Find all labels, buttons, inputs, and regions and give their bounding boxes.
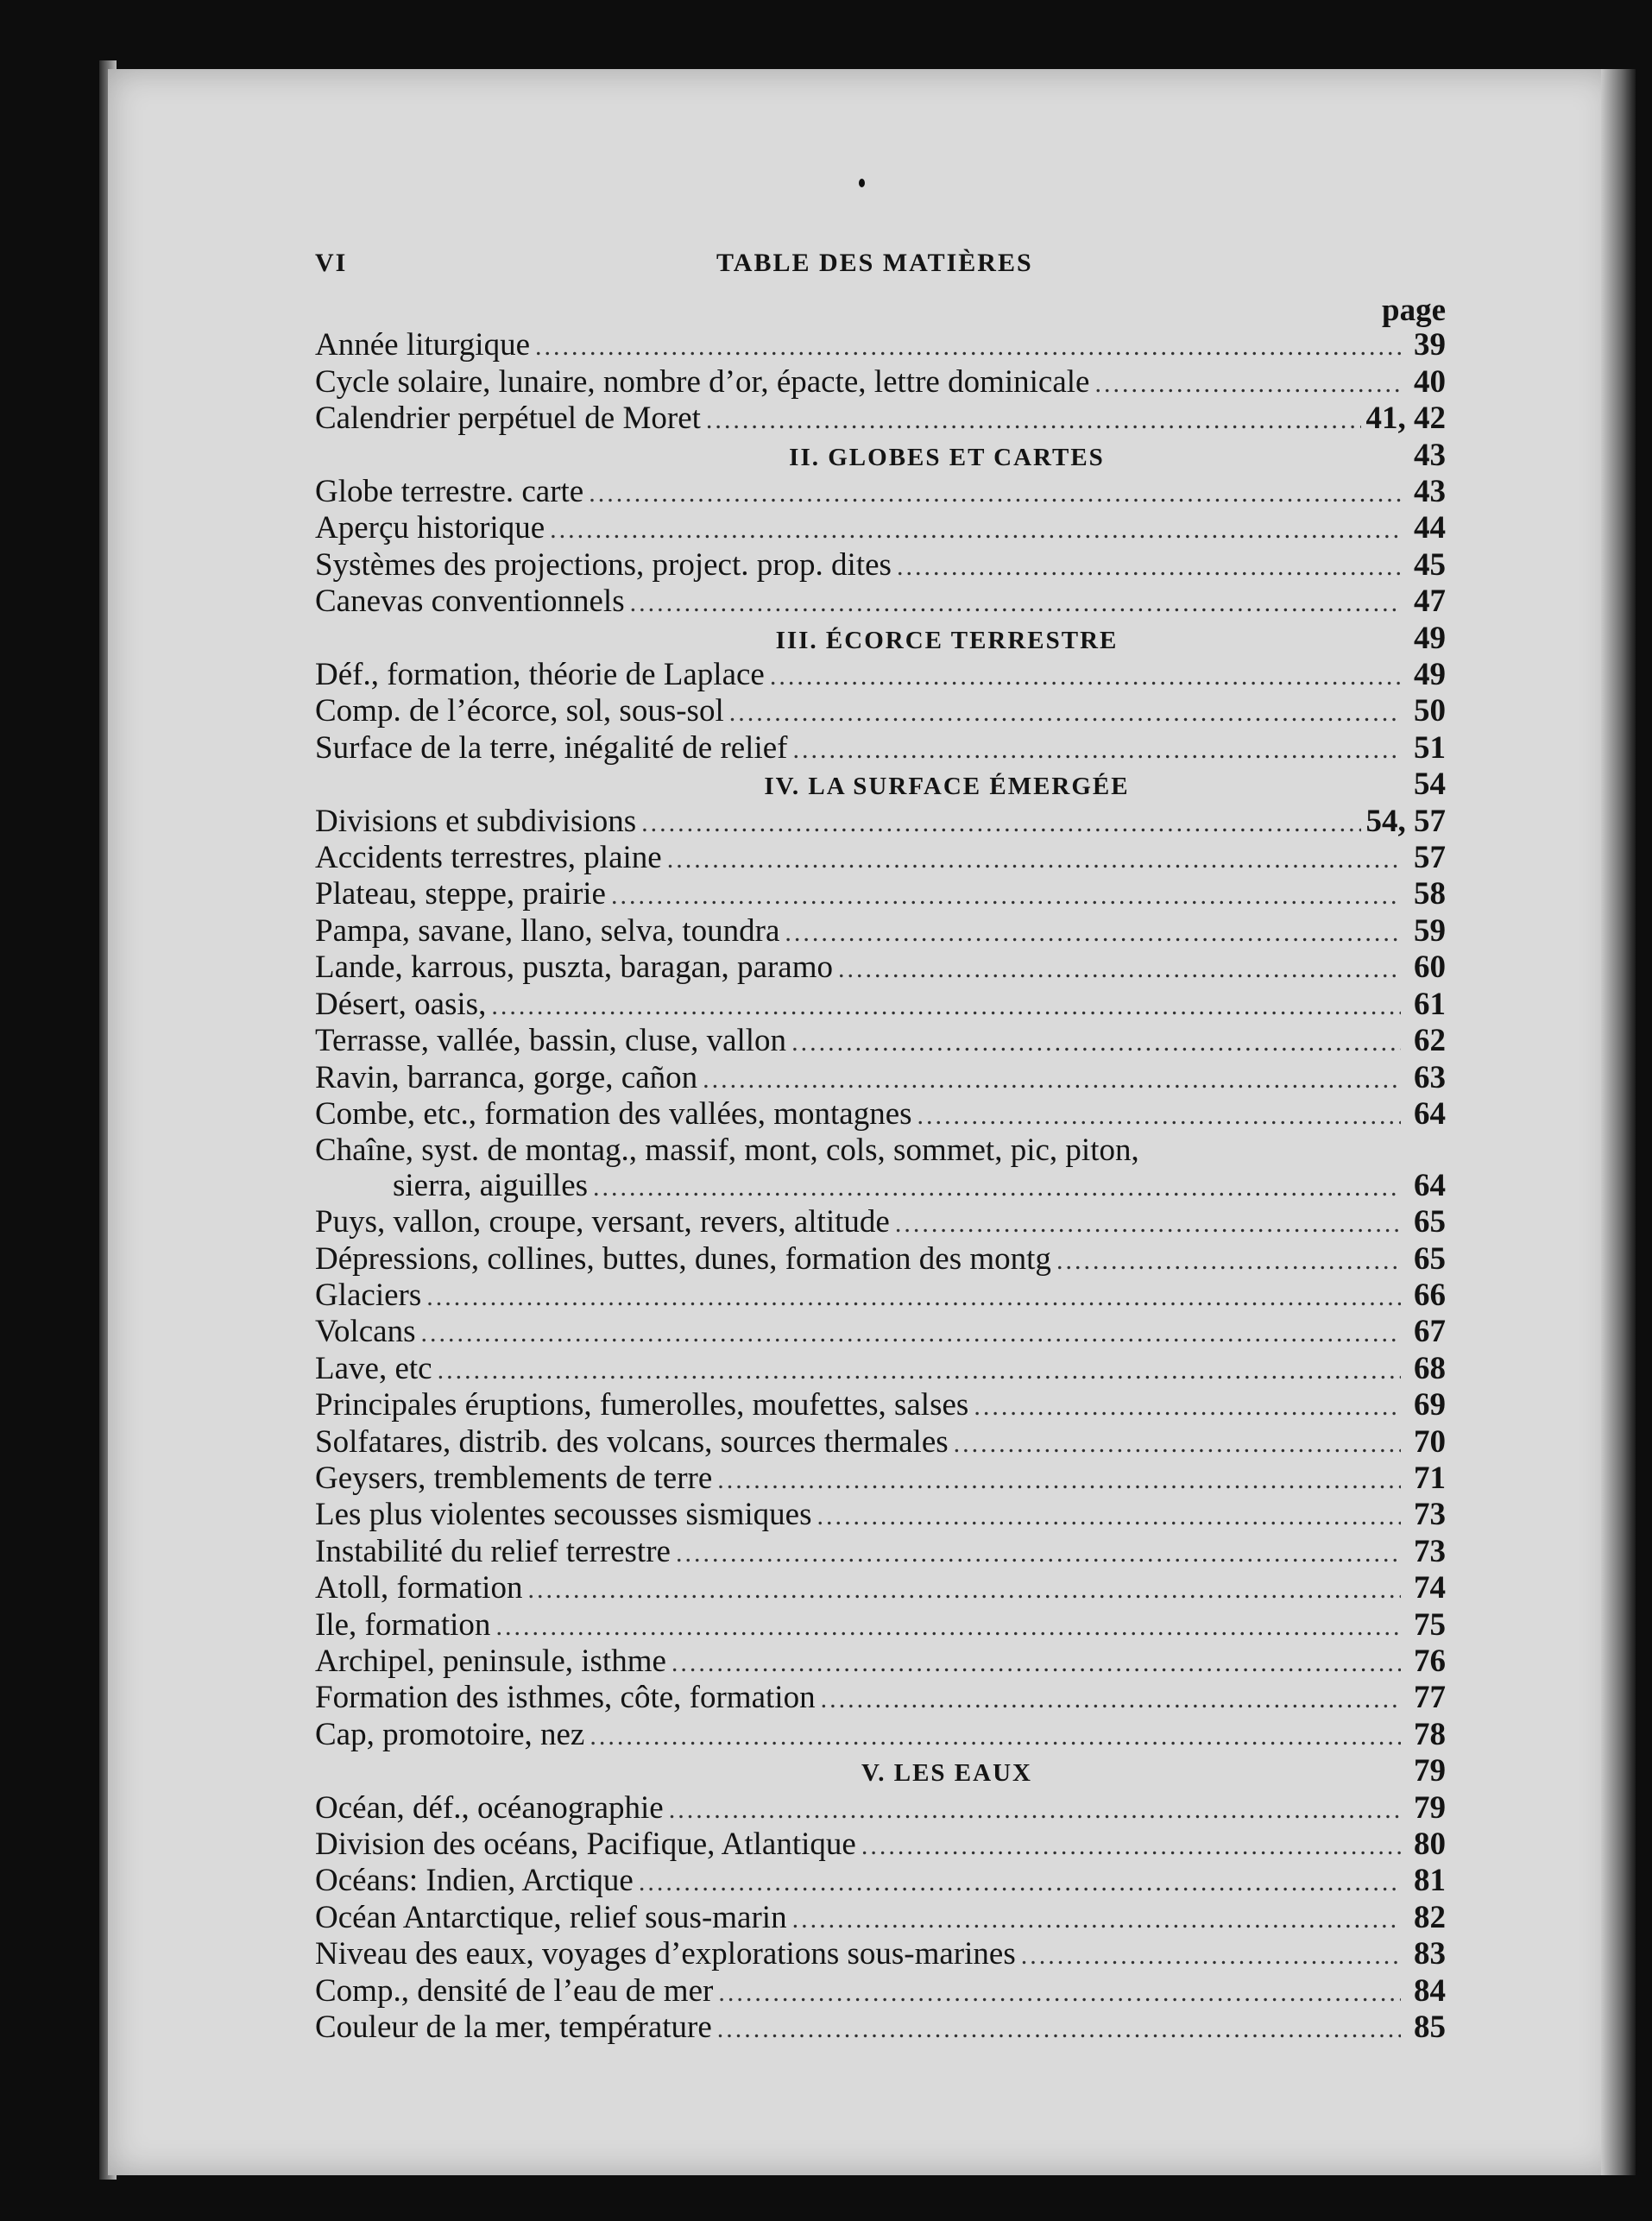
entry-page-number: 62 — [1414, 1023, 1446, 1059]
toc-rows — [315, 328, 1446, 2047]
entry-page-number: 57 — [1414, 840, 1446, 876]
toc-entry — [315, 1205, 1446, 1241]
dot-leader — [770, 659, 1401, 694]
toc-entry — [315, 1827, 1446, 1864]
entry-page-number: 66 — [1414, 1277, 1446, 1313]
entry-label: Ile, formation — [315, 1606, 491, 1643]
entry-page-number: 58 — [1414, 876, 1446, 912]
dot-leader — [821, 1682, 1401, 1717]
entry-label: Surface de la terre, inégalité de relief — [315, 729, 788, 766]
entry-page-number: 79 — [1414, 1789, 1446, 1826]
section-page-number: 54 — [1414, 767, 1446, 803]
section-title: III. ÉCORCE TERRESTRE — [775, 626, 1119, 654]
entry-page-number: 83 — [1414, 1936, 1446, 1972]
entry-label: Lande, karrous, puszta, baragan, paramo — [315, 950, 833, 986]
toc-entry — [315, 804, 1446, 841]
dot-leader — [495, 1610, 1401, 1644]
page-right-edge — [1601, 69, 1636, 2175]
dot-leader — [917, 1099, 1401, 1133]
toc-entry — [315, 1608, 1446, 1644]
dot-leader — [974, 1390, 1401, 1424]
entry-label: Océan, déf., océanographie — [315, 1789, 664, 1826]
entry-label: Déf., formation, théorie de Laplace — [315, 657, 765, 693]
dot-leader — [703, 1063, 1401, 1097]
dot-leader — [838, 952, 1401, 987]
entry-label: Combe, etc., formation des vallées, montagnes — [315, 1095, 912, 1132]
dot-leader — [667, 842, 1401, 877]
entry-page-number: 64 — [1414, 1095, 1446, 1132]
entry-page-number: 75 — [1414, 1606, 1446, 1643]
entry-label: Accidents terrestres, plaine — [315, 840, 662, 876]
entry-label: Solfatares, distrib. des volcans, sources thermales — [315, 1423, 949, 1460]
table-of-contents — [315, 293, 1446, 2047]
entry-label: Pampa, savane, llano, selva, toundra — [315, 912, 780, 949]
toc-entry — [315, 328, 1446, 364]
entry-label: Aperçu historique — [315, 510, 545, 546]
entry-label: Chaîne, syst. de montag., massif, mont, cols, sommet, pic, piton, — [315, 1133, 1139, 1169]
section-title: V. LES EAUX — [861, 1759, 1032, 1788]
entry-page-number: 85 — [1414, 2010, 1446, 2046]
entry-label: Ravin, barranca, gorge, cañon — [315, 1059, 698, 1095]
running-title: TABLE DES MATIÈRES — [716, 249, 1033, 277]
toc-entry — [315, 548, 1446, 584]
toc-entry — [315, 841, 1446, 877]
toc-entry — [315, 658, 1446, 694]
entry-label: Océan Antarctique, relief sous-marin — [315, 1899, 787, 1935]
toc-entry — [315, 2010, 1446, 2047]
toc-entry — [315, 1644, 1446, 1681]
toc-section-heading — [315, 622, 1446, 658]
dot-leader — [589, 476, 1401, 511]
entry-label: Les plus violentes secousses sismiques — [315, 1497, 812, 1533]
toc-entry — [315, 511, 1446, 547]
dot-leader — [550, 513, 1401, 547]
toc-section-heading — [315, 1754, 1446, 1790]
toc-entry — [315, 877, 1446, 913]
entry-label: Glaciers — [315, 1277, 422, 1313]
entry-page-number: 51 — [1414, 729, 1446, 766]
entry-label: Atoll, formation — [315, 1570, 523, 1606]
toc-entry — [315, 914, 1446, 950]
entry-label: Divisions et subdivisions — [315, 803, 637, 839]
entry-page-number: 84 — [1414, 1972, 1446, 2009]
entry-page-number: 80 — [1414, 1827, 1446, 1863]
entry-label: Dépressions, collines, buttes, dunes, formation des montg — [315, 1240, 1051, 1277]
dot-leader — [706, 403, 1361, 438]
entry-label: Archipel, peninsule, isthme — [315, 1644, 666, 1680]
running-header — [315, 249, 1428, 283]
entry-page-number: 65 — [1414, 1204, 1446, 1240]
dot-leader — [438, 1353, 1401, 1388]
dot-leader — [1056, 1244, 1401, 1278]
dot-leader — [590, 1719, 1401, 1754]
entry-page-number: 54, 57 — [1365, 803, 1446, 839]
dot-leader — [669, 1793, 1401, 1827]
dot-leader — [535, 330, 1401, 364]
entry-label: Volcans — [315, 1314, 416, 1350]
entry-page-number: 59 — [1414, 912, 1446, 949]
entry-page-number: 74 — [1414, 1570, 1446, 1606]
entry-page-number: 43 — [1414, 474, 1446, 510]
entry-page-number: 41, 42 — [1365, 401, 1446, 437]
entry-page-number: 78 — [1414, 1716, 1446, 1752]
entry-label: Lave, etc — [315, 1350, 432, 1386]
toc-entry — [315, 1242, 1446, 1278]
entry-page-number: 82 — [1414, 1899, 1446, 1935]
dot-leader — [641, 806, 1360, 841]
dot-leader — [817, 1499, 1401, 1534]
toc-entry — [315, 1937, 1446, 1973]
entry-label: Puys, vallon, croupe, versant, revers, altitude — [315, 1204, 890, 1240]
toc-entry — [315, 1974, 1446, 2010]
section-title: II. GLOBES ET CARTES — [789, 443, 1105, 471]
entry-label: Année liturgique — [315, 327, 531, 363]
entry-page-number: 64 — [1414, 1167, 1446, 1203]
toc-entry — [315, 1681, 1446, 1717]
toc-entry — [315, 1097, 1446, 1133]
toc-entry — [315, 1864, 1446, 1900]
entry-page-number: 63 — [1414, 1059, 1446, 1095]
toc-entry — [315, 731, 1446, 767]
entry-label: Division des océans, Pacifique, Atlantique — [315, 1827, 856, 1863]
dot-leader — [717, 1463, 1401, 1498]
dot-leader — [792, 733, 1401, 767]
dot-leader — [527, 1573, 1401, 1607]
entry-page-number: 81 — [1414, 1863, 1446, 1899]
toc-entry — [315, 1061, 1446, 1097]
toc-section-heading — [315, 767, 1446, 804]
dot-leader — [420, 1316, 1401, 1351]
dot-leader — [630, 586, 1401, 621]
dot-leader — [672, 1646, 1401, 1681]
section-title: IV. LA SURFACE ÉMERGÉE — [764, 773, 1130, 801]
entry-page-number: 70 — [1414, 1423, 1446, 1460]
toc-entry — [315, 1791, 1446, 1827]
entry-page-number: 61 — [1414, 986, 1446, 1022]
entry-label: sierra, aiguilles — [393, 1167, 589, 1203]
toc-entry — [315, 987, 1446, 1024]
entry-label: Cap, promotoire, nez — [315, 1716, 585, 1752]
section-page-number: 43 — [1414, 437, 1446, 473]
dot-leader — [954, 1427, 1401, 1461]
toc-entry — [315, 1535, 1446, 1571]
entry-page-number: 50 — [1414, 693, 1446, 729]
entry-page-number: 73 — [1414, 1497, 1446, 1533]
entry-label: Canevas conventionnels — [315, 584, 625, 620]
page-folio: VI — [315, 249, 348, 277]
toc-entry — [315, 1498, 1446, 1534]
entry-label: Principales éruptions, fumerolles, moufettes, salses — [315, 1387, 969, 1423]
toc-entry — [315, 694, 1446, 730]
entry-page-number: 76 — [1414, 1644, 1446, 1680]
entry-page-number: 71 — [1414, 1460, 1446, 1496]
entry-label: Calendrier perpétuel de Moret — [315, 401, 701, 437]
entry-label: Systèmes des projections, project. prop. dites — [315, 546, 892, 583]
entry-label: Cycle solaire, lunaire, nombre d’or, épacte, lettre dominicale — [315, 363, 1090, 400]
dot-leader — [897, 550, 1401, 584]
entry-label: Désert, oasis, — [315, 986, 487, 1022]
toc-entry — [315, 1169, 1446, 1205]
toc-section-heading — [315, 439, 1446, 475]
entry-page-number: 39 — [1414, 327, 1446, 363]
section-page-number: 49 — [1414, 620, 1446, 656]
toc-entry — [315, 1901, 1446, 1937]
toc-entry — [315, 1024, 1446, 1060]
entry-page-number: 49 — [1414, 657, 1446, 693]
section-page-number: 79 — [1414, 1753, 1446, 1789]
dot-leader — [895, 1207, 1401, 1241]
ink-speck — [859, 179, 865, 187]
dot-leader — [861, 1829, 1401, 1864]
entry-page-number: 69 — [1414, 1387, 1446, 1423]
entry-page-number: 45 — [1414, 546, 1446, 583]
entry-label: Océans: Indien, Arctique — [315, 1863, 634, 1899]
dot-leader — [491, 989, 1401, 1024]
dot-leader — [639, 1865, 1401, 1900]
toc-entry — [315, 1315, 1446, 1351]
entry-label: Couleur de la mer, température — [315, 2010, 712, 2046]
toc-entry — [315, 1388, 1446, 1424]
entry-page-number: 77 — [1414, 1680, 1446, 1716]
entry-page-number: 60 — [1414, 950, 1446, 986]
entry-label: Terrasse, vallée, bassin, cluse, vallon — [315, 1023, 787, 1059]
toc-entry — [315, 1278, 1446, 1315]
entry-label: Instabilité du relief terrestre — [315, 1533, 671, 1569]
entry-label: Plateau, steppe, prairie — [315, 876, 606, 912]
toc-entry — [315, 1133, 1446, 1168]
entry-label: Comp., densité de l’eau de mer — [315, 1972, 714, 2009]
dot-leader — [718, 1976, 1401, 2010]
entry-label: Formation des isthmes, côte, formation — [315, 1680, 816, 1716]
entry-label: Geysers, tremblements de terre — [315, 1460, 713, 1496]
entry-label: Comp. de l’écorce, sol, sous-sol — [315, 693, 724, 729]
dot-leader — [611, 879, 1401, 913]
page-column-label: page — [1382, 293, 1446, 328]
dot-leader — [792, 1902, 1401, 1937]
dot-leader — [426, 1280, 1401, 1315]
dot-leader — [1094, 367, 1401, 401]
entry-page-number: 73 — [1414, 1533, 1446, 1569]
dot-leader — [729, 696, 1401, 730]
entry-label: Globe terrestre. carte — [315, 474, 584, 510]
dot-leader — [791, 1025, 1401, 1060]
dot-leader — [717, 2012, 1401, 2047]
toc-entry — [315, 950, 1446, 987]
dot-leader — [785, 916, 1401, 950]
entry-page-number: 65 — [1414, 1240, 1446, 1277]
entry-page-number: 68 — [1414, 1350, 1446, 1386]
entry-page-number: 40 — [1414, 363, 1446, 400]
entry-page-number: 67 — [1414, 1314, 1446, 1350]
toc-entry — [315, 365, 1446, 401]
toc-entry — [315, 475, 1446, 511]
toc-entry — [315, 1425, 1446, 1461]
dot-leader — [1021, 1939, 1401, 1973]
toc-entry — [315, 1571, 1446, 1607]
toc-entry — [315, 401, 1446, 438]
toc-entry — [315, 1718, 1446, 1754]
dot-leader — [676, 1536, 1401, 1571]
dot-leader — [593, 1170, 1401, 1205]
entry-page-number: 44 — [1414, 510, 1446, 546]
toc-entry — [315, 584, 1446, 621]
toc-entry — [315, 1461, 1446, 1498]
entry-page-number: 47 — [1414, 584, 1446, 620]
toc-entry — [315, 1352, 1446, 1388]
entry-label: Niveau des eaux, voyages d’explorations sous-marines — [315, 1936, 1016, 1972]
